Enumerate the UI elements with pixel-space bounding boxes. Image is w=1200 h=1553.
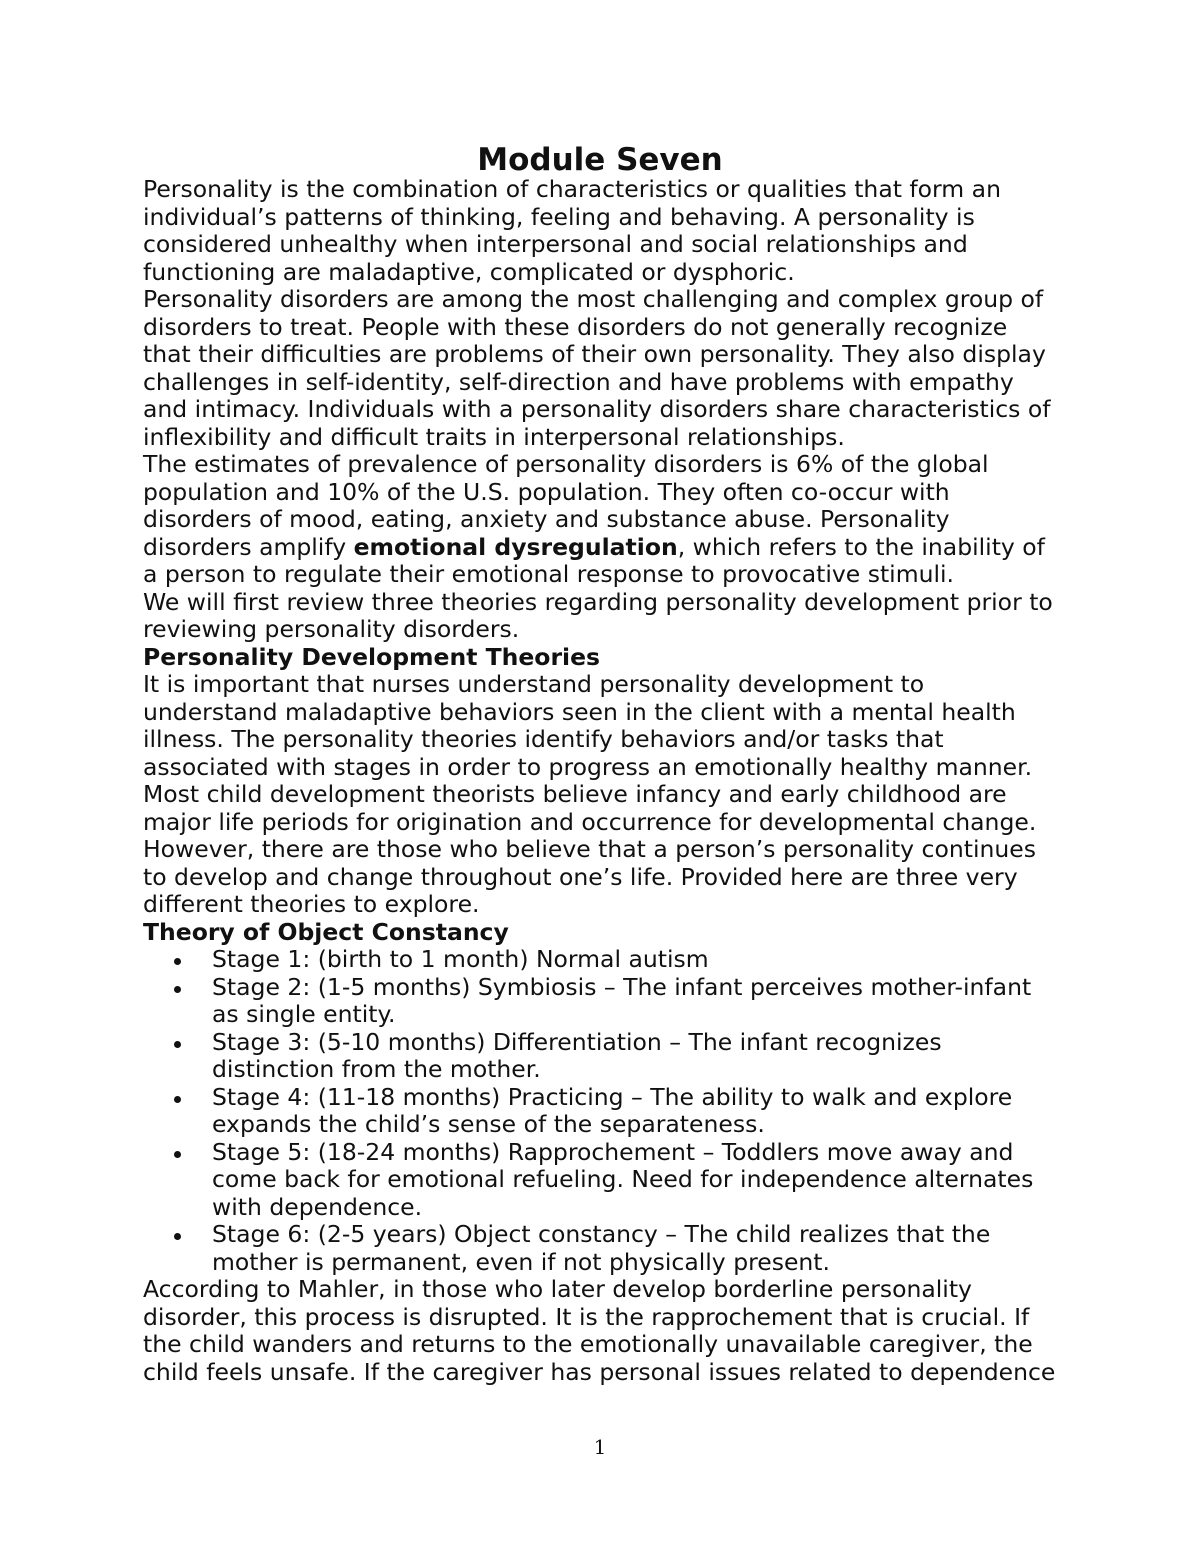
heading-theory-of-object-constancy: Theory of Object Constancy bbox=[143, 917, 509, 946]
text-line: mother is permanent, even if not physically present. bbox=[212, 1247, 830, 1276]
text-line: understand maladaptive behaviors seen in the client with a mental health bbox=[143, 697, 1016, 726]
text-line: come back for emotional refueling. Need for independence alternates bbox=[212, 1165, 1034, 1193]
text-line: with dependence. bbox=[212, 1192, 423, 1221]
text-line: considered unhealthy when interpersonal and social relationships and bbox=[143, 230, 968, 258]
text-line: individual’s patterns of thinking, feeling and behaving. A personality is bbox=[143, 202, 975, 231]
text-line: major life periods for origination and occurrence for developmental change. bbox=[143, 807, 1037, 836]
paragraph-personality-disorders bbox=[143, 286, 1143, 451]
text-line: Most child development theorists believe infancy and early childhood are bbox=[143, 780, 1007, 808]
list-item-stage-4 bbox=[143, 1084, 1143, 1139]
text-line: population and 10% of the U.S. population. They often co-occur with bbox=[143, 477, 950, 506]
stage-list bbox=[143, 946, 1143, 1276]
text-line: that their difficulties are problems of their own personality. They also display bbox=[143, 340, 1046, 368]
page-number: 1 bbox=[593, 1435, 607, 1459]
text-line: as single entity. bbox=[212, 1000, 396, 1028]
bold-term-emotional-dysregulation: emotional dysregulation bbox=[353, 532, 678, 561]
bullet-icon bbox=[174, 1096, 181, 1103]
text-line: disorder, this process is disrupted. It is the rapprochement that is crucial. If bbox=[143, 1302, 1030, 1331]
text-line: different theories to explore. bbox=[143, 890, 480, 918]
bullet-icon bbox=[174, 958, 181, 965]
text-line: disorders to treat. People with these disorders do not generally recognize bbox=[143, 312, 1008, 341]
text-line: Stage 2: (1-5 months) Symbiosis – The infant perceives mother-infant bbox=[212, 972, 1032, 1001]
list-item-stage-1 bbox=[143, 946, 1143, 974]
text-line: the child wanders and returns to the emotionally unavailable caregiver, the bbox=[143, 1330, 1033, 1358]
text-line-with-emphasis bbox=[143, 534, 1143, 562]
text-line: Stage 6: (2-5 years) Object constancy – The child realizes that the bbox=[212, 1220, 991, 1248]
text-line: and intimacy. Individuals with a personality disorders share characteristics of bbox=[143, 395, 1051, 423]
page-title: Module Seven bbox=[477, 142, 723, 178]
text-segment: , which refers to the inability of bbox=[677, 532, 1045, 561]
text-line: functioning are maladaptive, complicated or dysphoric. bbox=[143, 257, 795, 286]
text-line: Stage 5: (18-24 months) Rapprochement – Toddlers move away and bbox=[212, 1137, 1014, 1166]
paragraph-personality-definition bbox=[143, 176, 1143, 286]
text-line: Stage 3: (5-10 months) Differentiation – The infant recognizes bbox=[212, 1027, 942, 1056]
list-item-stage-6 bbox=[143, 1221, 1143, 1276]
list-item-stage-3 bbox=[143, 1029, 1143, 1084]
text-line: associated with stages in order to progress an emotionally healthy manner. bbox=[143, 752, 1033, 781]
text-line: disorders of mood, eating, anxiety and substance abuse. Personality bbox=[143, 505, 950, 533]
text-line: distinction from the mother. bbox=[212, 1055, 541, 1083]
text-line: challenges in self-identity, self-direction and have problems with empathy bbox=[143, 367, 1014, 396]
bullet-icon bbox=[174, 1151, 181, 1158]
list-item-stage-2 bbox=[143, 974, 1143, 1029]
paragraph-prevalence bbox=[143, 451, 1143, 589]
bullet-icon bbox=[174, 1041, 181, 1048]
heading-personality-development-theories: Personality Development Theories bbox=[143, 642, 601, 671]
text-line: illness. The personality theories identify behaviors and/or tasks that bbox=[143, 725, 944, 753]
text-line: child feels unsafe. If the caregiver has personal issues related to dependence bbox=[143, 1357, 1056, 1386]
text-line: However, there are those who believe that a person’s personality continues bbox=[143, 835, 1036, 863]
text-line: to develop and change throughout one’s life. Provided here are three very bbox=[143, 862, 1018, 891]
list-item-stage-5 bbox=[143, 1139, 1143, 1222]
text-line: We will first review three theories regarding personality development prior to bbox=[143, 587, 1053, 616]
paragraph-review-intro bbox=[143, 589, 1143, 644]
text-line: a person to regulate their emotional response to provocative stimuli. bbox=[143, 560, 955, 588]
bullet-icon bbox=[174, 1233, 181, 1240]
text-line: It is important that nurses understand personality development to bbox=[143, 670, 925, 698]
text-line: expands the child’s sense of the separateness. bbox=[212, 1110, 765, 1138]
paragraph-mahler bbox=[143, 1276, 1143, 1386]
text-line: Stage 4: (11-18 months) Practicing – The ability to walk and explore bbox=[212, 1082, 1013, 1111]
text-line: reviewing personality disorders. bbox=[143, 615, 520, 643]
text-segment: disorders amplify bbox=[143, 532, 354, 561]
text-line: According to Mahler, in those who later develop borderline personality bbox=[143, 1275, 972, 1303]
paragraph-development bbox=[143, 671, 1143, 919]
bullet-icon bbox=[174, 986, 181, 993]
text-line: inflexibility and difficult traits in interpersonal relationships. bbox=[143, 422, 845, 451]
text-line: Personality is the combination of characteristics or qualities that form an bbox=[143, 175, 1001, 203]
document-body bbox=[143, 176, 1143, 1386]
text-line: Stage 1: (birth to 1 month) Normal autism bbox=[212, 945, 709, 973]
text-line: Personality disorders are among the most challenging and complex group of bbox=[143, 285, 1044, 313]
text-line: The estimates of prevalence of personality disorders is 6% of the global bbox=[143, 450, 989, 478]
